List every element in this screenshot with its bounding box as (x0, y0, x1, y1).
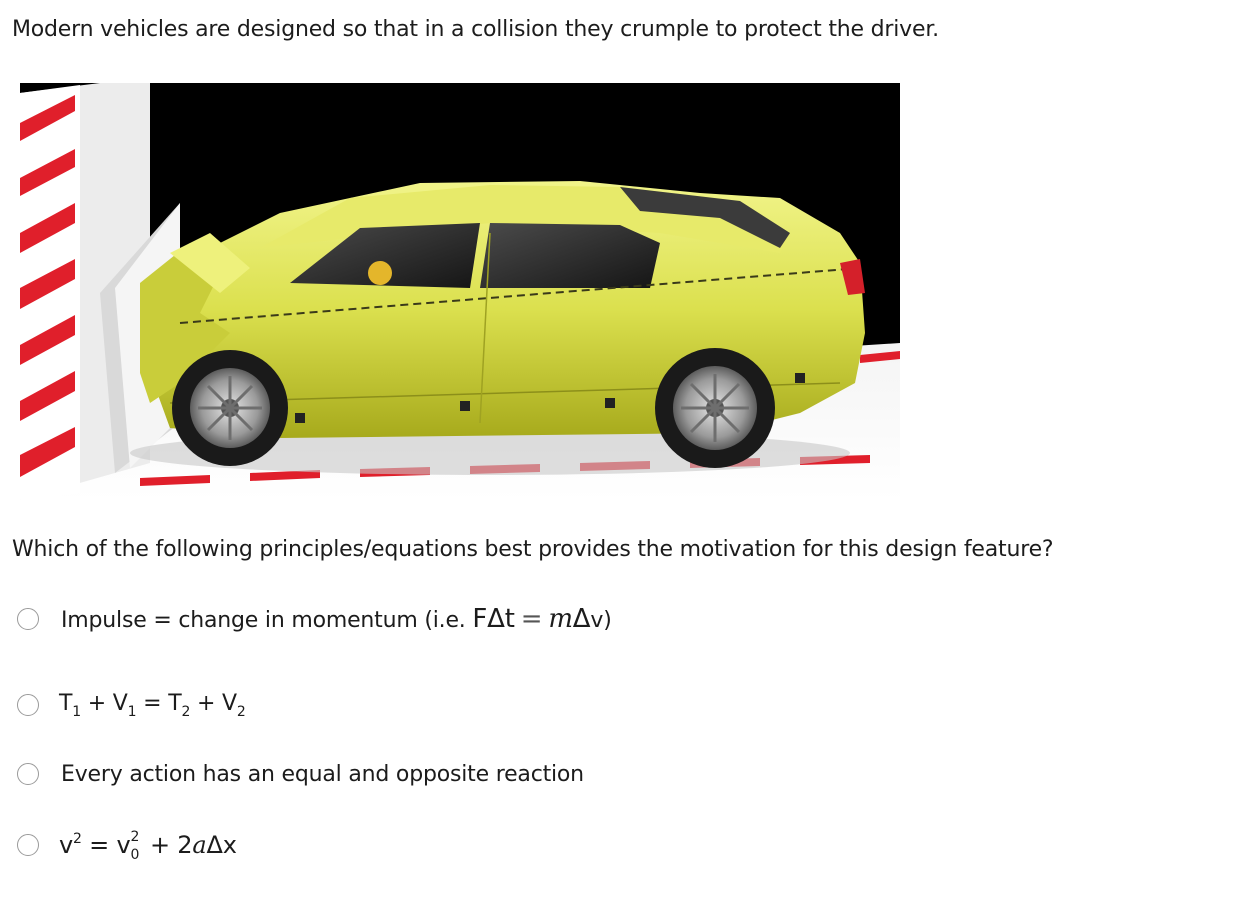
intro-text: Modern vehicles are designed so that in a collision they crumple to protect the driver. (12, 17, 939, 42)
radio-button[interactable] (17, 834, 39, 856)
question-text: Which of the following principles/equations best provides the motivation for this design feature? (12, 537, 1054, 562)
option-label: $T_1 + V_1 = T_2 + V_2$ (59, 690, 246, 720)
radio-button[interactable] (17, 608, 39, 630)
option-energy-conservation[interactable] (17, 685, 917, 725)
radio-button[interactable] (17, 763, 39, 785)
crash-test-image (20, 83, 900, 500)
option-newtons-third-law[interactable] (17, 754, 917, 794)
option-label: Every action has an equal and opposite reaction (61, 761, 584, 787)
option-impulse[interactable] (17, 599, 917, 639)
radio-button[interactable] (17, 694, 39, 716)
option-label: $v^2 = v$ 2 0 + 2aΔx (59, 829, 237, 863)
option-kinematics[interactable] (17, 825, 917, 865)
option-label: Impulse = change in momentum (i.e. FΔt = mΔv) (61, 604, 612, 634)
